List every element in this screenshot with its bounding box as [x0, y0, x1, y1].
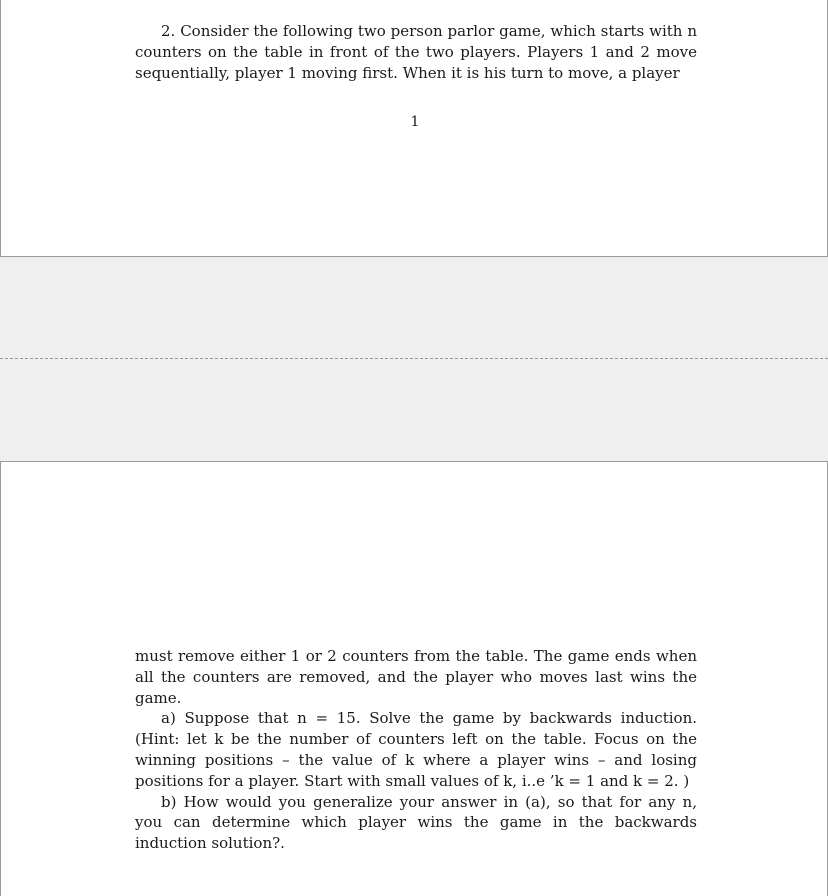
page-2 — [0, 461, 828, 896]
page-number: 1 — [410, 114, 420, 130]
page-break-divider — [0, 358, 828, 359]
problem-text-top — [135, 21, 697, 83]
part-a-paragraph: a) Suppose that n = 15. Solve the game by backwards induction. (Hint: let k be the number of counters left on the table. Focus on the winning positions – the value of k where a player wins – and losing positions for a player. Start with small values of k, i..e ’k = 1 and k = 2. ) — [135, 709, 697, 790]
problem-text-bottom — [135, 646, 697, 854]
part-b-paragraph: b) How would you generalize your answer in (a), so that for any n, you can determine which player wins the game in the backwards induction solution?. — [135, 792, 697, 853]
page-gap — [0, 257, 828, 461]
problem-continued-paragraph: must remove either 1 or 2 counters from the table. The game ends when all the counters are removed, and the player who moves last wins the game. — [135, 647, 697, 707]
page-1 — [0, 0, 828, 257]
problem-intro-paragraph: 2. Consider the following two person parlor game, which starts with n counters on the table in front of the two players. Players 1 and 2 move sequentially, player 1 moving first. When it is his turn to move, a player — [135, 22, 697, 82]
